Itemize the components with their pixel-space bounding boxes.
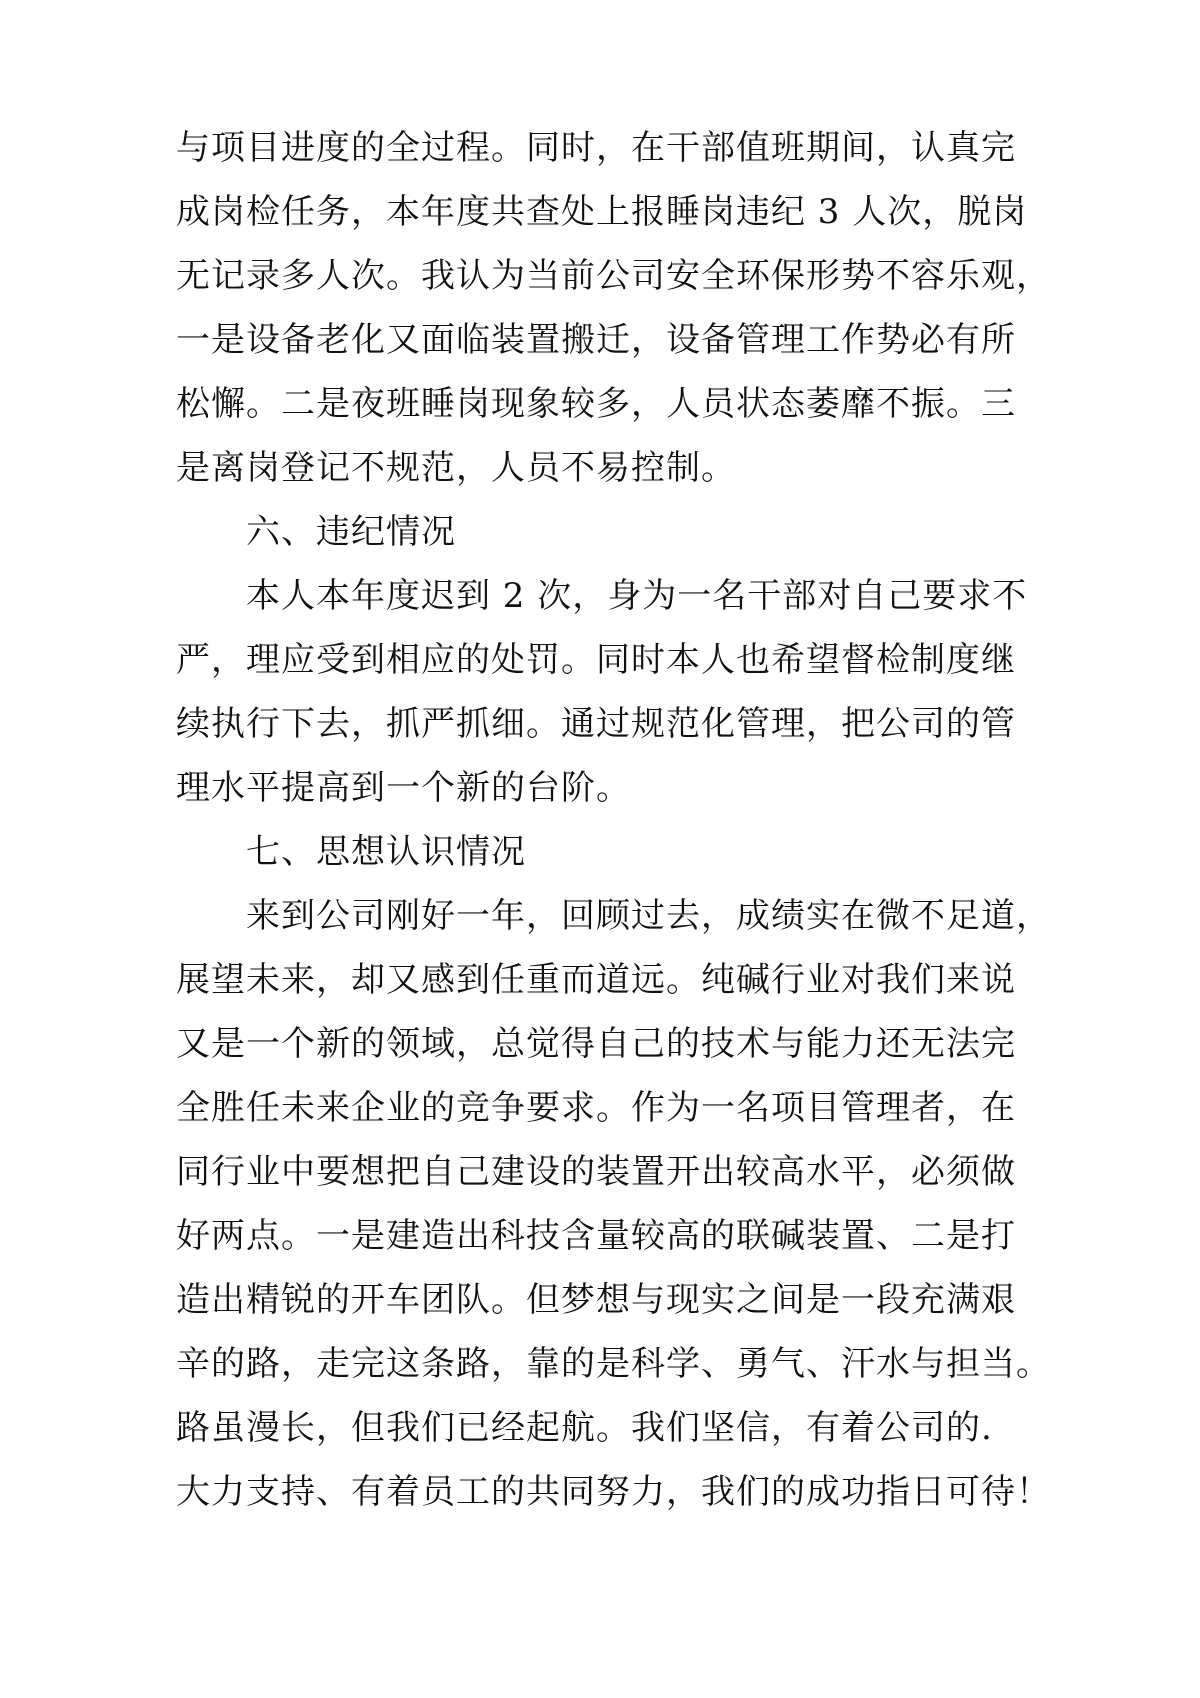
text-line: 成岗检任务，本年度共查处上报睡岗违纪 3 人次，脱岗 — [176, 192, 1028, 232]
text-line: 与项目进度的全过程。同时，在干部值班期间，认真完 — [176, 128, 1016, 168]
text-line: 好两点。一是建造出科技含量较高的联碱装置、二是打 — [176, 1216, 1016, 1256]
text-line: 本人本年度迟到 2 次，身为一名干部对自己要求不 — [246, 576, 1028, 616]
text-line: 严，理应受到相应的处罚。同时本人也希望督检制度继 — [176, 640, 1016, 680]
text-line: 造出精锐的开车团队。但梦想与现实之间是一段充满艰 — [176, 1280, 1016, 1320]
text-line: 全胜任未来企业的竞争要求。作为一名项目管理者，在 — [176, 1088, 1016, 1128]
text-line: 展望未来，却又感到任重而道远。纯碱行业对我们来说 — [176, 960, 1016, 1000]
text-line: 是离岗登记不规范，人员不易控制。 — [176, 448, 736, 488]
section-heading-violations: 六、违纪情况 — [246, 512, 456, 552]
text-line: 松懈。二是夜班睡岗现象较多，人员状态萎靡不振。三 — [176, 384, 1016, 424]
text-line: 路虽漫长，但我们已经起航。我们坚信，有着公司的. — [176, 1408, 993, 1448]
document-body — [176, 116, 1051, 1524]
text-line: 一是设备老化又面临装置搬迁，设备管理工作势必有所 — [176, 320, 1016, 360]
text-line: 又是一个新的领域，总觉得自己的技术与能力还无法完 — [176, 1024, 1016, 1064]
text-line: 续执行下去，抓严抓细。通过规范化管理，把公司的管 — [176, 704, 1016, 744]
text-line: 无记录多人次。我认为当前公司安全环保形势不容乐观， — [176, 256, 1051, 296]
text-line: 理水平提高到一个新的台阶。 — [176, 768, 631, 808]
text-line: 辛的路，走完这条路，靠的是科学、勇气、汗水与担当。 — [176, 1344, 1051, 1384]
text-line: 来到公司刚好一年，回顾过去，成绩实在微不足道， — [246, 896, 1051, 936]
text-line: 大力支持、有着员工的共同努力，我们的成功指日可待！ — [176, 1472, 1051, 1512]
section-heading-thoughts: 七、思想认识情况 — [246, 832, 526, 872]
text-line: 同行业中要想把自己建设的装置开出较高水平，必须做 — [176, 1152, 1016, 1192]
